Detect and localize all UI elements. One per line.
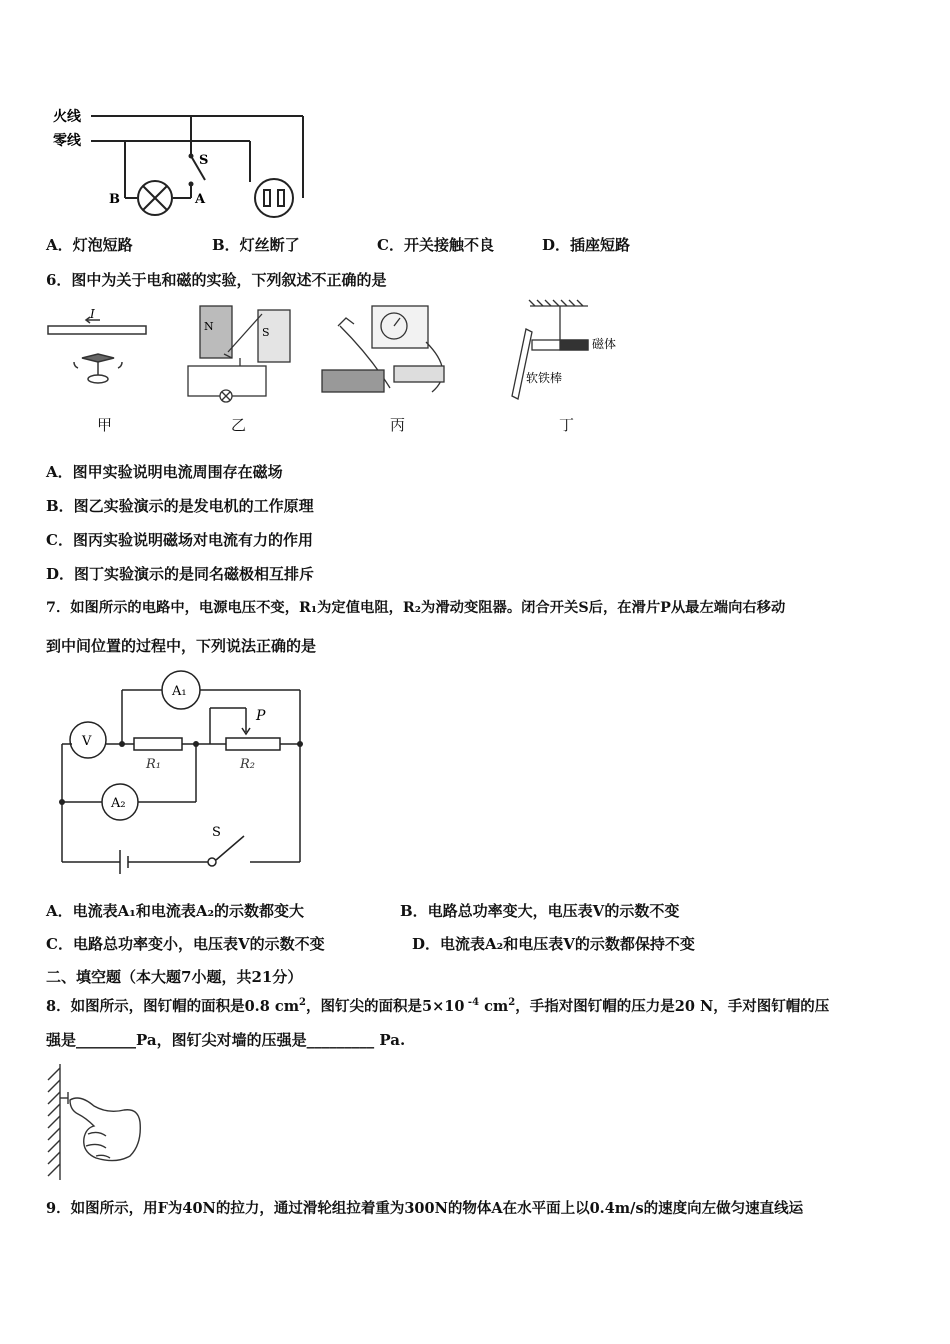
q6-magnet-label: 磁体 [592,337,617,351]
q6-option-c: C．图丙实验说明磁场对电流有力的作用 [46,531,313,549]
q8-blank-1: ________ [76,1031,137,1049]
q7-option-a: A．电流表A₁和电流表A₂的示数都变大 [46,902,305,920]
q8-line1-part-a: 8．如图所示，图钉帽的面积是0.8 cm [46,997,300,1015]
q8-line1-part-d: ，手指对图钉帽的压力是20 N，手对图钉帽的压 [515,997,830,1015]
q8-thumbtack-figure [42,1060,152,1184]
q8-line1-sup-2: 2 [299,997,307,1008]
q5-point-b-label: B [109,192,120,207]
q6-caption-yi: 乙 [231,416,247,434]
q7-circuit-figure [50,668,320,888]
q5-fire-line-label: 火线 [53,109,81,125]
q7-r1-label: R₁ [146,757,161,772]
q7-option-d: D．电流表A₂和电压表V的示数都保持不变 [412,935,695,953]
q5-zero-line-label: 零线 [53,133,81,149]
q8-line1-part-c: cm [479,997,509,1015]
q7-r2-label: R₂ [240,757,255,772]
q6-magnet-s-label: S [262,326,270,339]
q7-option-b: B．电路总功率变大，电压表V的示数不变 [400,902,680,920]
q6-magnet-n-label: N [204,320,214,333]
q5-option-c: C．开关接触不良 [377,236,494,254]
q7-stem-line2: 到中间位置的过程中，下列说法正确的是 [46,637,317,655]
q5-option-d: D．插座短路 [542,236,631,254]
q7-ammeter-a2-label: A₂ [111,796,126,811]
q8-line2-part-c: Pa. [374,1031,406,1049]
q5-point-a-label: A [195,192,206,207]
section2-heading: 二、填空题（本大题7小题，共21分） [46,968,303,986]
q8-line1-part-b: ，图钉尖的面积是5×10 [306,997,465,1015]
q7-stem-line1: 7．如图所示的电路中，电源电压不变，R₁为定值电阻，R₂为滑动变阻器。闭合开关S后，在滑片P从最左端向右移动 [46,600,786,616]
q6-caption-jia: 甲 [97,416,113,434]
q6-experiments-figure [40,296,640,436]
q8-line1-sup-minus4: -4 [464,997,480,1008]
q6-soft-iron-label: 软铁棒 [526,371,563,385]
q6-option-b: B．图乙实验演示的是发电机的工作原理 [46,497,314,515]
q6-caption-bing: 丙 [390,416,406,434]
q5-circuit-figure [45,100,315,220]
q5-switch-label: S [199,153,209,168]
q6-stem: 6．图中为关于电和磁的实验，下列叙述不正确的是 [46,271,387,289]
q5-option-b: B．灯丝断了 [212,236,300,254]
q5-option-a: A．灯泡短路 [46,236,133,254]
q8-line1 [46,994,829,1016]
q6-current-label: I [90,307,95,321]
q6-caption-ding: 丁 [559,416,575,434]
q9-stem: 9．如图所示，用F为40N的拉力，通过滑轮组拉着重为300N的物体A在水平面上以0.4m/s的速度向左做匀速直线运 [46,1200,804,1217]
q8-blank-2: _________ [306,1031,375,1049]
q8-line2 [46,1031,405,1049]
q8-line2-part-a: 强是 [46,1031,77,1049]
q8-line1-sup-2b: 2 [508,997,516,1008]
q8-line2-part-b: Pa，图钉尖对墙的压强是 [136,1031,307,1049]
q6-option-a: A．图甲实验说明电流周围存在磁场 [46,463,283,481]
q6-option-d: D．图丁实验演示的是同名磁极相互排斥 [46,565,315,583]
q7-switch-label: S [212,825,221,840]
q7-slider-p-label: P [256,708,266,724]
q7-option-c: C．电路总功率变小，电压表V的示数不变 [46,935,325,953]
q7-voltmeter-label: V [82,734,92,749]
q7-ammeter-a1-label: A₁ [172,684,187,699]
